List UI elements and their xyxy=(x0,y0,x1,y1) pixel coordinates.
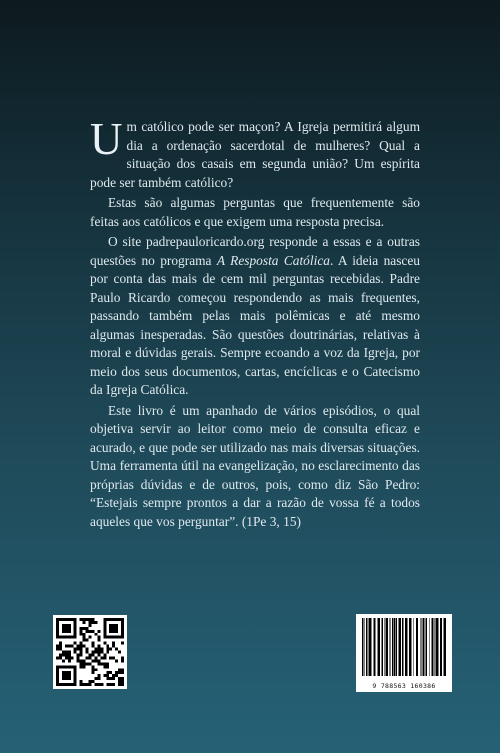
paragraph-4: Este livro é um apanhado de vários episódios, o qual objetiva servir ao leitor como meio de consulta eficaz e acurado, e que pode ser utilizado nas mais diversas situações. Uma ferramenta útil na evangelização, no esclarecimento das próprias dúvidas e de outros, pois, como diz São Pedro: “Estejais sempre prontos a dar a razão de vossa fé a todos aqueles que vos perguntar”. (1Pe 3, 15) xyxy=(90,402,420,529)
paragraph-2: Estas são algumas perguntas que frequentemente são feitas aos católicos e que exigem uma resposta precisa. xyxy=(90,195,420,229)
back-cover-text xyxy=(90,114,420,533)
qr-code xyxy=(53,615,127,689)
paragraph-3-start: O site padrepauloricardo.org responde a essas e a outras questões no programa xyxy=(90,234,420,268)
isbn-number: 9 788563 160386 xyxy=(372,682,436,690)
paragraph-3-end: . A ideia nasceu por conta das mais de cem mil perguntas recebidas. Padre Paulo Ricardo começou respondendo as mais frequentes, passando também pelas mais polêmicas e até mesmo algumas inesperadas. São questões doutrinárias, relativas à moral e dúvidas gerais. Sempre ecoando a voz da Igreja, por meio dos seus documentos, cartas, encíclicas e o Catecismo da Igreja Católica. xyxy=(90,252,420,397)
barcode-graphic xyxy=(356,614,452,680)
paragraph-1 xyxy=(90,114,420,192)
paragraph-3 xyxy=(90,233,420,400)
paragraph-1-text: m católico pode ser maçon? A Igreja permitirá algum dia a ordenação sacerdotal de mulheres? Qual a situação dos casais em segunda união? Um espírita pode ser também católico? xyxy=(90,119,420,190)
drop-cap: U xyxy=(90,114,123,164)
isbn-barcode xyxy=(356,614,452,692)
qr-code-graphic xyxy=(53,615,127,689)
program-title: A Resposta Católica xyxy=(216,252,330,268)
